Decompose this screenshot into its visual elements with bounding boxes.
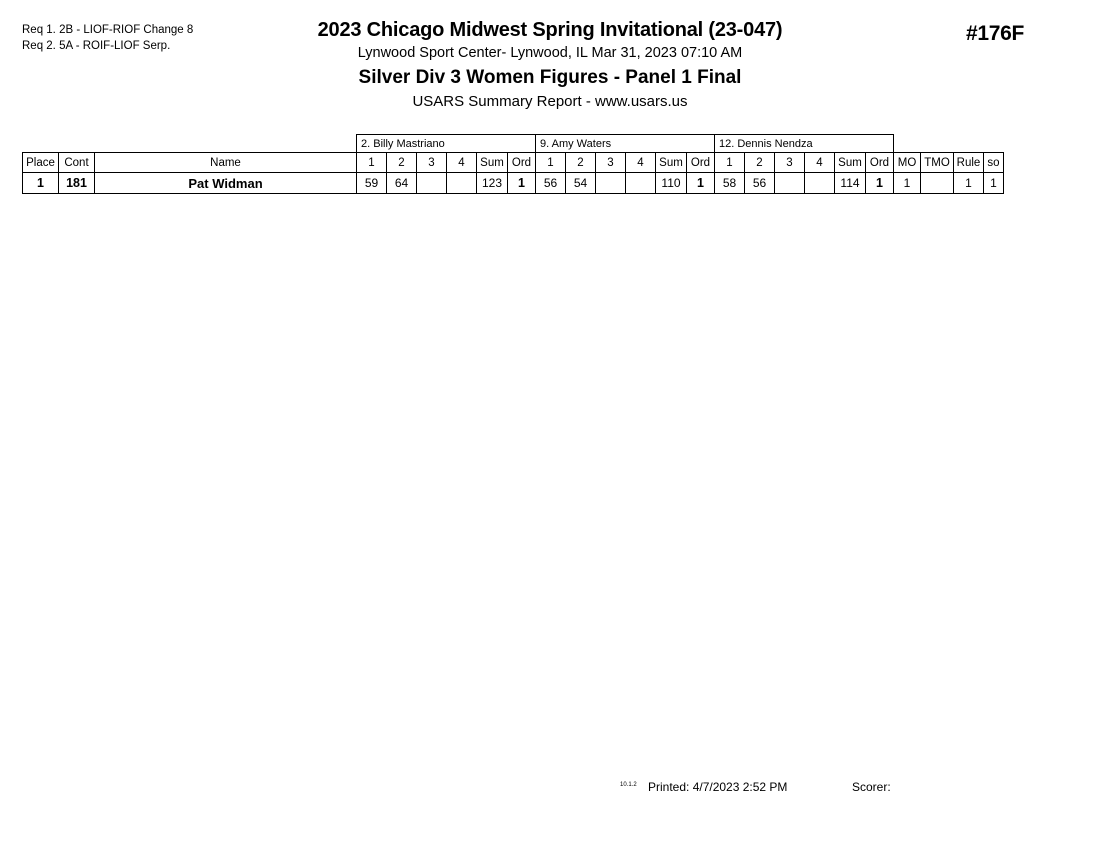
requirement-line: Req 1. 2B - LIOF-RIOF Change 8 [22, 24, 194, 36]
scorer-label: Scorer: [852, 780, 891, 794]
judge-band-spacer [954, 135, 984, 153]
judge-band-spacer [984, 135, 1004, 153]
cell-j2-sum: 110 [656, 173, 687, 194]
cell-j1-f2: 64 [387, 173, 417, 194]
cell-mo: 1 [894, 173, 921, 194]
col-header-j2-f4: 4 [626, 153, 656, 173]
cell-j1-f3 [417, 173, 447, 194]
cell-j3-ord: 1 [866, 173, 894, 194]
col-header-j3-ord: Ord [866, 153, 894, 173]
table-row [23, 173, 1004, 194]
cell-name: Pat Widman [95, 173, 357, 194]
col-header-mo: MO [894, 153, 921, 173]
col-header-tmo: TMO [921, 153, 954, 173]
table-header-row [23, 153, 1004, 173]
results-table-wrapper [22, 134, 1004, 194]
judge-label-2: 9. Amy Waters [536, 135, 715, 153]
col-header-j1-f4: 4 [447, 153, 477, 173]
col-header-so: so [984, 153, 1004, 173]
cell-j2-ord: 1 [687, 173, 715, 194]
cell-j1-sum: 123 [477, 173, 508, 194]
col-header-j1-sum: Sum [477, 153, 508, 173]
judge-label-1: 2. Billy Mastriano [357, 135, 536, 153]
report-subtitle: USARS Summary Report - www.usars.us [412, 93, 688, 110]
col-header-j3-f2: 2 [745, 153, 775, 173]
judge-band-spacer [921, 135, 954, 153]
cell-j1-f1: 59 [357, 173, 387, 194]
cell-j2-f3 [596, 173, 626, 194]
event-title: Silver Div 3 Women Figures - Panel 1 Final [358, 67, 742, 88]
judge-band-spacer [59, 135, 95, 153]
cell-j3-f4 [805, 173, 835, 194]
cell-j1-f4 [447, 173, 477, 194]
col-header-j2-sum: Sum [656, 153, 687, 173]
col-header-j1-f2: 2 [387, 153, 417, 173]
cell-j2-f1: 56 [536, 173, 566, 194]
cell-j1-ord: 1 [508, 173, 536, 194]
col-header-j3-f3: 3 [775, 153, 805, 173]
col-header-j2-f1: 1 [536, 153, 566, 173]
page-title: 2023 Chicago Midwest Spring Invitational (23-047) [317, 19, 783, 41]
cell-place: 1 [23, 173, 59, 194]
venue-line: Lynwood Sport Center- Lynwood, IL Mar 31, 2023 07:10 AM [357, 45, 743, 61]
sheet-number: #176F [965, 22, 1024, 45]
judge-band-spacer [23, 135, 59, 153]
col-header-j3-sum: Sum [835, 153, 866, 173]
col-header-place: Place [23, 153, 59, 173]
col-header-j1-f3: 3 [417, 153, 447, 173]
judge-band-spacer [95, 135, 357, 153]
cell-rule: 1 [954, 173, 984, 194]
document-header [0, 18, 1100, 112]
cell-so: 1 [984, 173, 1004, 194]
col-header-j1-f1: 1 [357, 153, 387, 173]
col-header-j1-ord: Ord [508, 153, 536, 173]
judge-band-spacer [894, 135, 921, 153]
cell-j3-f1: 58 [715, 173, 745, 194]
col-header-name: Name [95, 153, 357, 173]
col-header-j3-f4: 4 [805, 153, 835, 173]
printed-timestamp: Printed: 4/7/2023 2:52 PM [648, 780, 788, 794]
col-header-j3-f1: 1 [715, 153, 745, 173]
judge-band-row [23, 135, 1004, 153]
cell-j3-sum: 114 [835, 173, 866, 194]
cell-j2-f4 [626, 173, 656, 194]
col-header-j2-f3: 3 [596, 153, 626, 173]
col-header-rule: Rule [954, 153, 984, 173]
requirement-line: Req 2. 5A - ROIF-LIOF Serp. [22, 40, 171, 52]
cell-cont: 181 [59, 173, 95, 194]
col-header-j2-f2: 2 [566, 153, 596, 173]
cell-j2-f2: 54 [566, 173, 596, 194]
cell-j3-f2: 56 [745, 173, 775, 194]
col-header-j2-ord: Ord [687, 153, 715, 173]
cell-j3-f3 [775, 173, 805, 194]
col-header-cont: Cont [59, 153, 95, 173]
version-code: 10.1.2 [620, 782, 637, 788]
results-table [22, 134, 1004, 194]
cell-tmo [921, 173, 954, 194]
judge-label-3: 12. Dennis Nendza [715, 135, 894, 153]
